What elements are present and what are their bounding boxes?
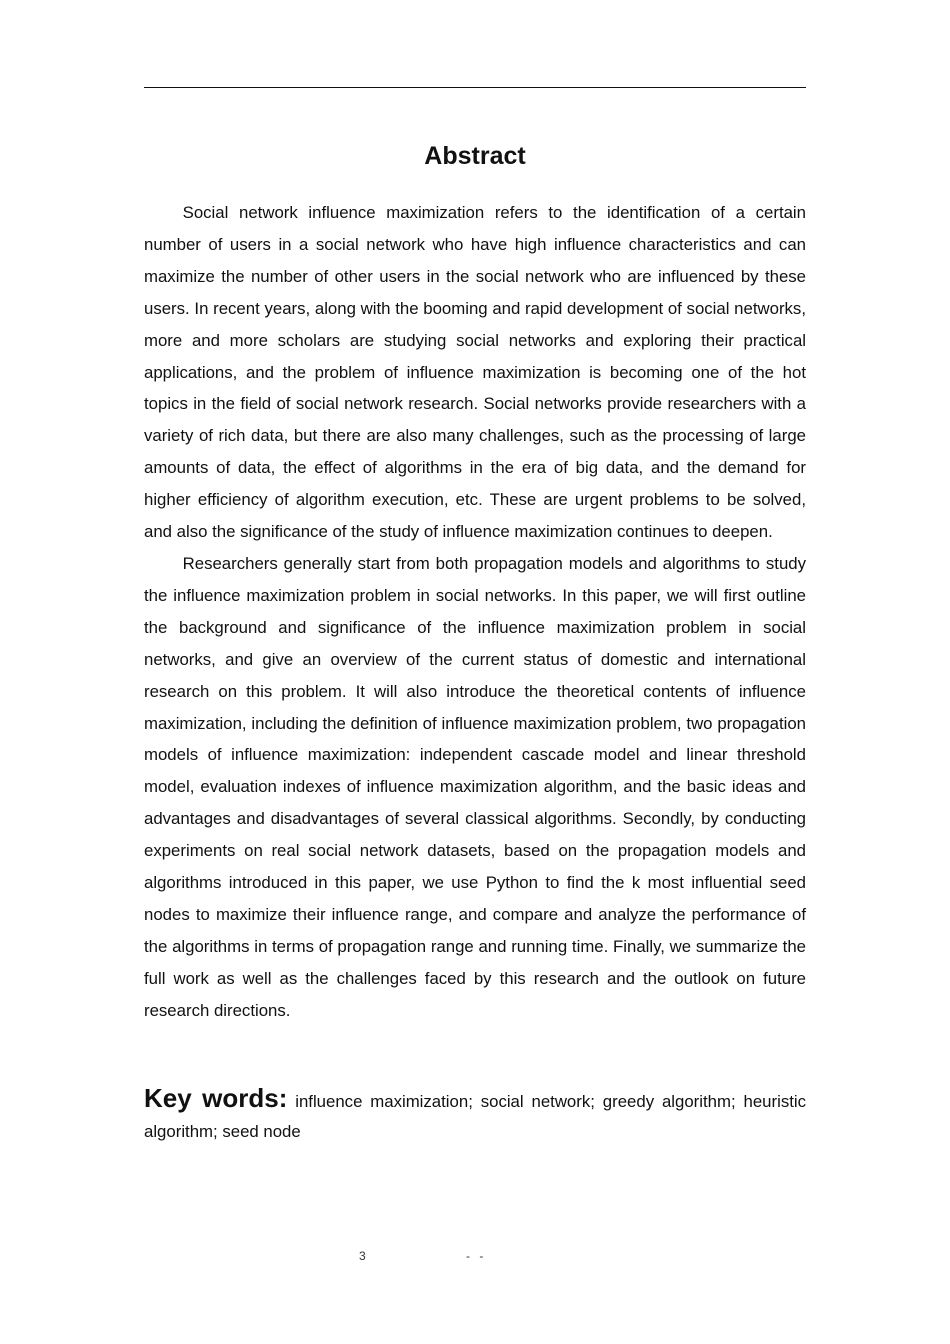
abstract-paragraph: Social network influence maximization refers to the identification of a certain number of users in a social network who have high influence characteristics and can maximize the number of other users in the social network who are influenced by these users. In recent years, along with the booming and rapid development of social networks, more and more scholars are studying social networks and exploring their practical applications, and the problem of influence maximization is becoming one of the hot topics in the field of social network research. Social networks provide researchers with a variety of rich data, but there are also many challenges, such as the processing of large amounts of data, the effect of algorithms in the era of big data, and the demand for higher efficiency of algorithm execution, etc. These are urgent problems to be solved, and also the significance of the study of influence maximization continues to deepen. (144, 203, 806, 542)
page-number: 3 (359, 1249, 366, 1263)
footer-dashes: - - (466, 1249, 487, 1263)
header-rule (144, 87, 806, 88)
keywords-text: influence maximization; social network; greedy algorithm; heuristic algorithm; seed node (144, 1092, 806, 1141)
abstract-title: Abstract (424, 142, 526, 170)
keywords-label: Key words: (144, 1083, 288, 1113)
abstract-paragraph: Researchers generally start from both propagation models and algorithms to study the influence maximization problem in social networks. In this paper, we will first outline the background and significance of the influence maximization problem in social networks, and give an overview of the current status of domestic and international research on this problem. It will also introduce the theoretical contents of influence maximization, including the definition of influence maximization problem, two propagation models of influence maximization: independent cascade model and linear threshold model, evaluation indexes of influence maximization algorithm, and the basic ideas and advantages and disadvantages of several classical algorithms. Secondly, by conducting experiments on real social network datasets, based on the propagation models and algorithms introduced in this paper, we use Python to find the k most influential seed nodes to maximize their influence range, and compare and analyze the performance of the algorithms in terms of propagation range and running time. Finally, we summarize the full work as well as the challenges faced by this research and the outlook on future research directions. (144, 553, 806, 1020)
keywords-line (144, 1083, 806, 1147)
abstract-body (144, 197, 806, 1027)
